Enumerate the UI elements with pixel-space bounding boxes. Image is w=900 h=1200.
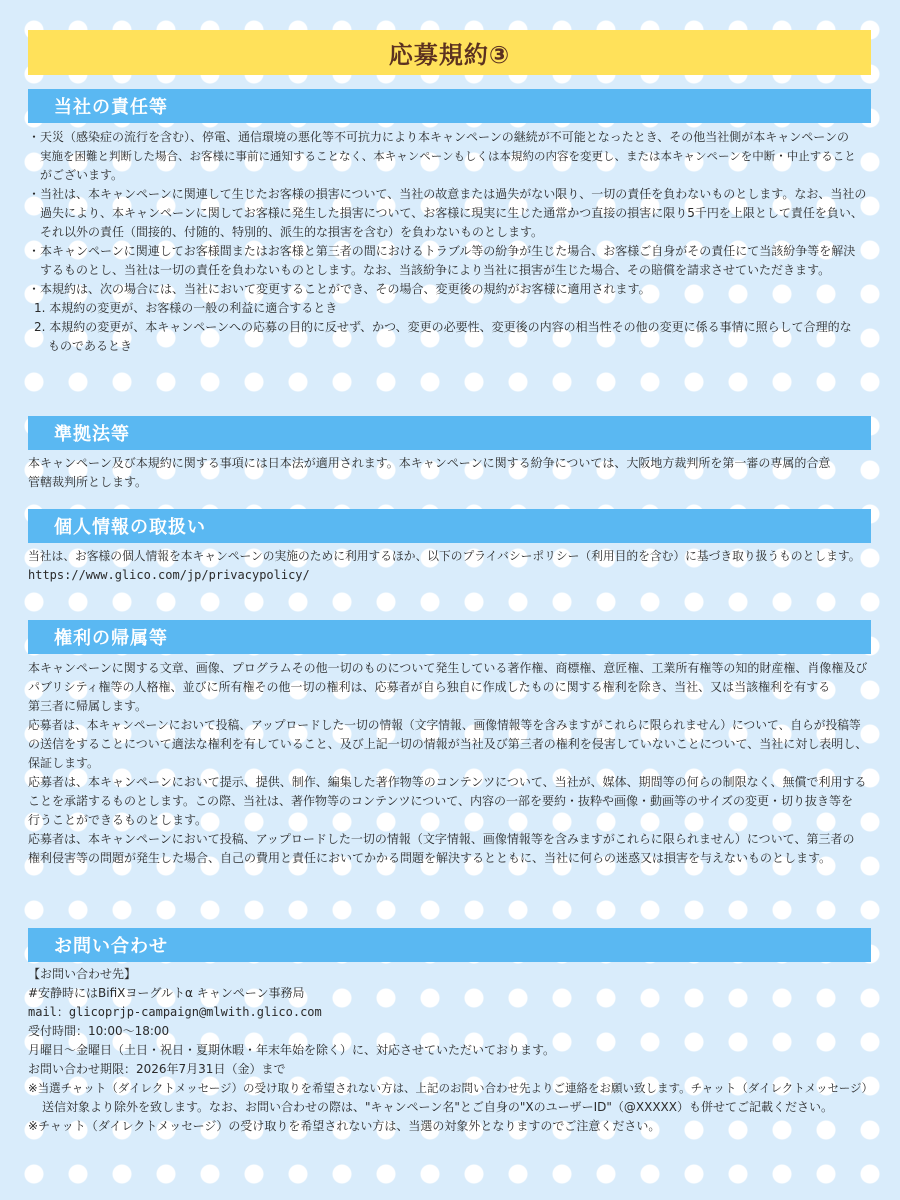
numbered-item-2-continuation: ものであるとき [48, 339, 133, 353]
section-heading-privacy: 個人情報の取扱い [54, 517, 206, 538]
section-heading-contact: お問い合わせ [54, 936, 168, 957]
contact-label: 【お問い合わせ先】 [28, 967, 137, 981]
paragraph-line: 実施を困難と判断した場合、お客様に事前に通知することなく、本キャンペーンもしくは本規約の内容を変更し、または本キャンペーンを中断・中止すること [40, 149, 856, 163]
section-body-contact [28, 965, 873, 1136]
paragraph-line: 応募者は、本キャンペーンにおいて提示、提供、制作、編集した著作物等のコンテンツについて、当社が、媒体、期間等の何らの制限なく、無償で利用する [28, 775, 867, 789]
paragraph-line: 応募者は、本キャンペーンにおいて投稿、アップロードした一切の情報（文字情報、画像情報等を含みますがこれらに限られません）について、自らが投稿等 [28, 718, 861, 732]
section-header-rights [28, 620, 871, 654]
paragraph-line: 過失により、本キャンペーンに関してお客様に発生した損害について、お客様に現実に生じた通常かつ直接の損害に限り5千円を上限として責任を負い、 [40, 206, 863, 220]
paragraph-line: の送信をすることについて適法な権利を有していること、及び上記一切の情報が当社及び第三者の権利を侵害していないことについて、当社に対し表明し、 [28, 737, 868, 751]
paragraph-line: 第三者に帰属します。 [28, 699, 148, 713]
contact-hours: 受付時間：10:00～18:00 [28, 1024, 170, 1038]
contact-note-1: ※当選チャット（ダイレクトメッセージ）の受け取りを希望されない方は、上記のお問い合わせ先よりご連絡をお願い致します。チャット（ダイレクトメッセージ） [28, 1081, 873, 1095]
numbered-item-2-cont [28, 337, 873, 356]
contact-days: 月曜日～金曜日（土日・祝日・夏期休暇・年末年始を除く）に、対応させていただいております。 [28, 1043, 556, 1057]
section-heading-responsibility: 当社の責任等 [54, 97, 168, 118]
paragraph-line: ・本規約は、次の場合には、当社において変更することができ、その場合、変更後の規約がお客様に適用されます。 [28, 282, 651, 296]
contact-note-2: ※チャット（ダイレクトメッセージ）の受け取りを希望されない方は、当選の対象外となりますのでご注意ください。 [28, 1119, 661, 1133]
section-header-responsibility [28, 89, 871, 123]
page-title: 応募規約③ [388, 41, 511, 69]
paragraph-line: がございます。 [40, 168, 124, 182]
paragraph-line: ことを承諾するものとします。この際、当社は、著作物等のコンテンツについて、内容の一部を要約・抜粋や画像・動画等のサイズの変更・切り抜き等を [28, 794, 854, 808]
section-body-privacy [28, 547, 873, 585]
paragraph-line: ・天災（感染症の流行を含む）、停電、通信環境の悪化等不可抗力により本キャンペーンの継続が不可能となったとき、その他当社側が本キャンペーンの [28, 130, 850, 144]
section-header-governing-law [28, 416, 871, 450]
paragraph-line: 権利侵害等の問題が発生した場合、自己の費用と責任においてかかる問題を解決するとともに、当社に何らの迷惑又は損害を与えないものとします。 [28, 851, 832, 865]
section-body-responsibility [28, 128, 873, 356]
paragraph-line: 保証します。 [28, 756, 100, 770]
paragraph-line: 行うことができるものとします。 [28, 813, 208, 827]
section-header-privacy [28, 509, 871, 543]
section-heading-governing-law: 準拠法等 [54, 424, 130, 445]
paragraph-line: 本キャンペーン及び本規約に関する事項には日本法が適用されます。本キャンペーンに関する紛争については、大阪地方裁判所を第一審の専属的合意 [28, 456, 831, 470]
contact-note-1-cont: 送信対象より除外を致します。なお、お問い合わせの際は、"キャンペーン名"とご自身の"XのユーザーID"（@XXXXX）も併せてご記載ください。 [42, 1100, 833, 1114]
paragraph-line: パブリシティ権等の人格権、並びに所有権その他一切の権利は、応募者が自ら独自に作成したものに関する権利を除き、当社、又は当該権利を有する [28, 680, 831, 694]
section-header-contact [28, 928, 871, 962]
paragraph-line: 当社は、お客様の個人情報を本キャンペーンの実施のために利用するほか、以下のプライバシーポリシー（利用目的を含む）に基づき取り扱うものとします。 [28, 549, 861, 563]
numbered-item-2: 2. 本規約の変更が、本キャンペーンへの応募の目的に反せず、かつ、変更の必要性、変更後の内容の相当性その他の変更に係る事情に照らして合理的な [34, 320, 852, 334]
contact-deadline: お問い合わせ期限：2026年7月31日（金）まで [28, 1062, 286, 1076]
numbered-item-1: 1. 本規約の変更が、お客様の一般の利益に適合するとき [34, 301, 338, 315]
title-banner [28, 30, 871, 75]
section-body-rights [28, 659, 873, 868]
paragraph-line: 管轄裁判所とします。 [28, 475, 148, 489]
paragraph-line: ・本キャンペーンに関連してお客様間またはお客様と第三者の間におけるトラブル等の紛争が生じた場合、お客様ご自身がその責任にて当該紛争等を解決 [28, 244, 856, 258]
paragraph-line: それ以外の責任（間接的、付随的、特別的、派生的な損害を含む）を負わないものとします。 [40, 225, 544, 239]
contact-mail[interactable]: mail：glicoprjp-campaign@mlwith.glico.com [28, 1005, 322, 1019]
section-body-governing-law [28, 454, 873, 492]
section-heading-rights: 権利の帰属等 [54, 628, 168, 649]
paragraph-line: 応募者は、本キャンペーンにおいて投稿、アップロードした一切の情報（文字情報、画像情報等を含みますがこれらに限られません）について、第三者の [28, 832, 855, 846]
privacy-policy-link[interactable]: https://www.glico.com/jp/privacypolicy/ [28, 568, 310, 582]
contact-office: #安静時にはBifiXヨーグルトα キャンペーン事務局 [28, 986, 305, 1000]
paragraph-line: ・当社は、本キャンペーンに関連して生じたお客様の損害について、当社の故意または過失がない限り、一切の責任を負わないものとします。なお、当社の [28, 187, 867, 201]
paragraph-line: するものとし、当社は一切の責任を負わないものとします。なお、当該紛争により当社に損害が生じた場合、その賠償を請求させていただきます。 [40, 263, 831, 277]
paragraph-line: 本キャンペーンに関する文章、画像、プログラムその他一切のものについて発生している著作権、商標権、意匠権、工業所有権等の知的財産権、肖像権及び [28, 661, 868, 675]
